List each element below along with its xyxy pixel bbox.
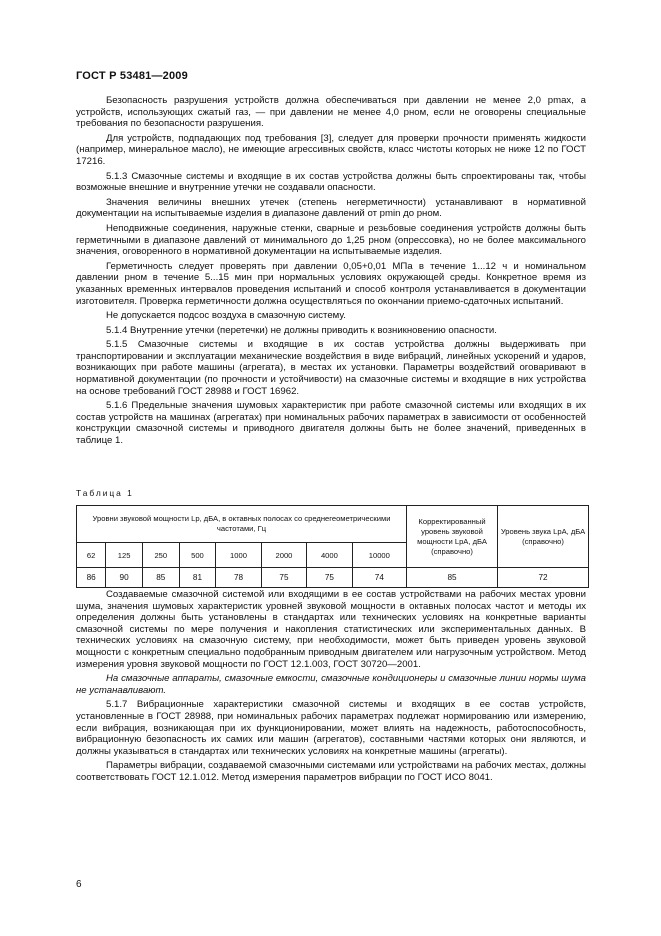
paragraph: Безопасность разрушения устройств должна обеспечиваться при давлении не менее 2,0 pmax, а устройств, использующих сжатый газ, — при давлении не менее 4,0 pном, если не оговорены специальные требования по безопасности разрушения.: [76, 95, 586, 130]
paragraph: Параметры вибрации, создаваемой смазочными системами или устройствами на рабочих местах, должны соответствовать ГОСТ 12.1.012. Метод измерения параметров вибрации по ГОСТ ИСО 8041.: [76, 760, 586, 783]
body-text-top: [76, 95, 586, 450]
sound-level-header: Уровень звука LрА, дБА (справочно): [498, 506, 589, 568]
page-header-title: ГОСТ Р 53481—2009: [76, 70, 188, 82]
page-number: 6: [76, 879, 82, 890]
frequency-cell: 62: [77, 543, 106, 568]
noise-table: [76, 505, 589, 588]
frequency-cell: 4000: [307, 543, 352, 568]
frequency-cell: 10000: [352, 543, 406, 568]
frequency-cell: 500: [179, 543, 216, 568]
body-text-bottom: [76, 589, 586, 787]
value-cell: 74: [352, 568, 406, 588]
value-cell: 75: [307, 568, 352, 588]
paragraph: 5.1.7 Вибрационные характеристики смазочной системы и входящих в ее состав устройств, установленные в ГОСТ 28988, при номинальных рабочих параметрах подлежат нормированию или измерению, если вибрация, возникающая при их функционировании, может влиять на надежность, работоспособность, вибрационную безопасность их самих или машин (агрегатов), составными частями которых они являются, и должны указываться в стандартах или технических условиях на конкретные машины (агрегаты).: [76, 699, 586, 757]
value-cell: 86: [77, 568, 106, 588]
table-header-row: [77, 506, 589, 543]
value-cell: 90: [106, 568, 143, 588]
sound-level-value: 72: [498, 568, 589, 588]
corrected-level-header: Корректированный уровень звуковой мощности LрА, дБА (справочно): [407, 506, 498, 568]
italic-note: На смазочные аппараты, смазочные емкости, смазочные кондиционеры и смазочные линии нормы шума не устанавливают.: [76, 673, 586, 696]
corrected-level-value: 85: [407, 568, 498, 588]
value-cell: 75: [261, 568, 306, 588]
value-cell: 85: [142, 568, 179, 588]
values-row: [77, 568, 589, 588]
paragraph: 5.1.3 Смазочные системы и входящие в их состав устройства должны быть спроектированы так, чтобы возможные внешние и внутренние утечки не создавали опасности.: [76, 170, 586, 194]
paragraph: 5.1.6 Предельные значения шумовых характеристик при работе смазочной системы или входящих в их состав устройств на машинах (агрегатах) при номинальных рабочих параметрах в зависимости от особенностей конструкции смазочной системы и приводного двигателя должны быть не более значений, приведенных в таблице 1.: [76, 400, 586, 447]
paragraph: Неподвижные соединения, наружные стенки, сварные и резьбовые соединения устройств должны быть герметичными в диапазоне давлений от минимального до 1,25 pном (опрессовка), но не более максимального значения, оговоренного в нормативной документации на испытываемые изделия.: [76, 222, 586, 258]
paragraph: Герметичность следует проверять при давлении 0,05+0,01 МПа в течение 1...12 ч и номинальном давлении pном в течение 5...15 мин при нормальных условиях окружающей среды. Конкретное время из указанных временных интервалов проведения испытаний и способ контроля устанавливается в документации изготовителя. Проверка герметичности должна осуществляться по окончании приемо-сдаточных испытаний.: [76, 260, 586, 307]
frequency-cell: 1000: [216, 543, 261, 568]
paragraph: Значения величины внешних утечек (степень негерметичности) устанавливают в нормативной документации на испытываемые изделия в диапазоне давлений от pmin до pном.: [76, 196, 586, 220]
frequency-cell: 250: [142, 543, 179, 568]
value-cell: 78: [216, 568, 261, 588]
frequency-cell: 125: [106, 543, 143, 568]
table-caption: Таблица 1: [76, 488, 134, 498]
value-cell: 81: [179, 568, 216, 588]
octave-band-header: Уровни звуковой мощности Lр, дБА, в октавных полосах со среднегеометрическими частотами, Гц: [77, 506, 407, 543]
paragraph: Для устройств, подпадающих под требования [3], следует для проверки прочности применять жидкости (например, минеральное масло), не имеющие агрессивных свойств, класс чистоты которых не ниже 12 по ГОСТ 17216.: [76, 132, 586, 167]
paragraph: 5.1.5 Смазочные системы и входящие в их состав устройства должны выдерживать при транспортировании и эксплуатации механические воздействия в виде вибраций, линейных ускорений и ударов, возникающих при работе машины (агрегата), в местах их установки. Параметры воздействий оговаривают в нормативной документации (по прочности и устойчивости) на смазочные системы и входящие в них устройства на основе требований ГОСТ 28988 и ГОСТ 16962.: [76, 339, 586, 397]
paragraph: Не допускается подсос воздуха в смазочную систему.: [106, 310, 346, 322]
paragraph: 5.1.4 Внутренние утечки (перетечки) не должны приводить к возникновению опасности.: [106, 324, 497, 336]
paragraph: Создаваемые смазочной системой или входящими в ее состав устройствами на рабочих местах уровни шума, значения шумовых характеристик уровней звуковой мощности в октавных полосах частот и методы их определения должны быть установлены в стандартах или технических условиях на конкретные варианты смазочной системы по мере получения и накопления статистических или экспериментальных данных. В технических условиях на смазочную систему, при необходимости, может быть приведен уровень звуковой мощности с конкретным специально подобранным приводным двигателем или нагрузочным устройством. Метод измерения уровня звуковой мощности по ГОСТ 12.1.003, ГОСТ 30720—2001.: [76, 589, 586, 670]
frequency-cell: 2000: [261, 543, 306, 568]
